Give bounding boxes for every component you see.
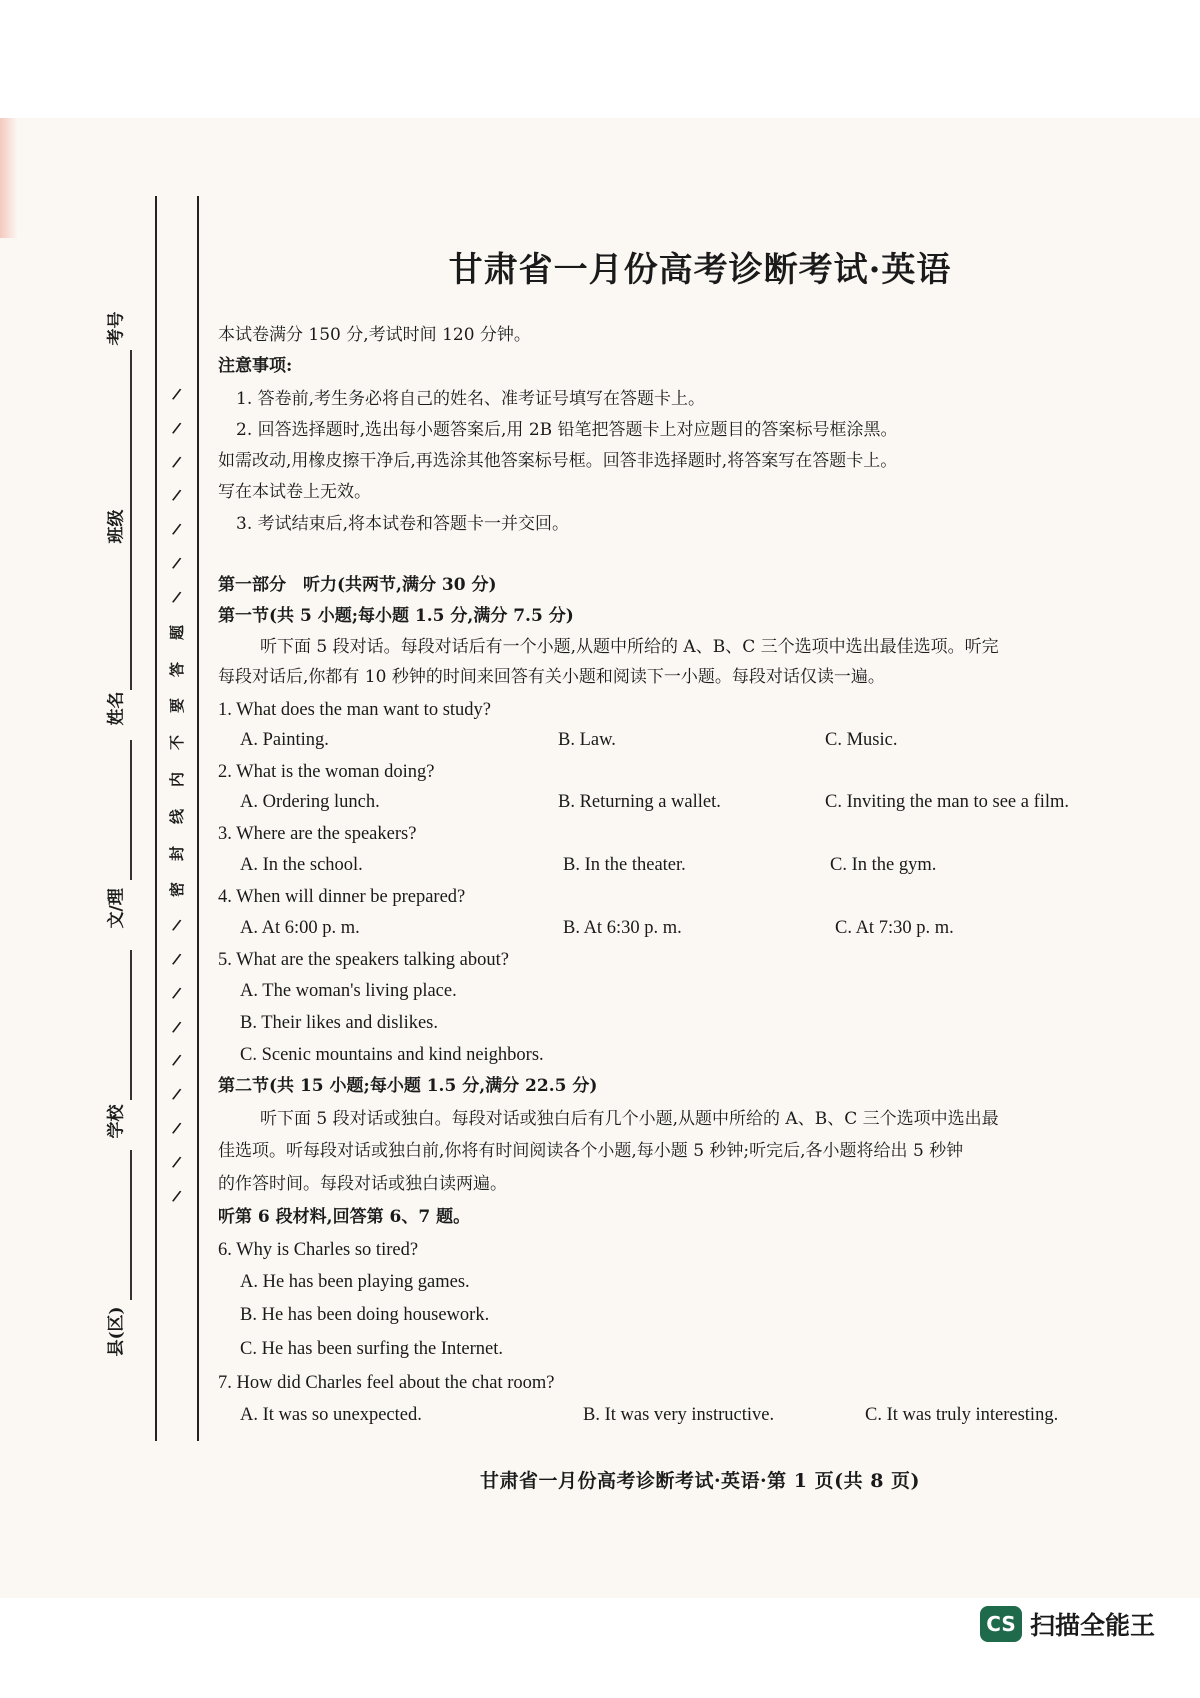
field-exam-number-line [130, 350, 132, 580]
section2-heading: 第二节(共 15 小题;每小题 1.5 分,满分 22.5 分) [218, 1076, 598, 1096]
question-3: 3. Where are the speakers? [218, 824, 417, 844]
notice-item: 3. 考试结束后,将本试卷和答题卡一并交回。 [236, 514, 570, 534]
seal-slash: / [171, 1186, 183, 1206]
seal-char: 封 [168, 845, 187, 861]
q6-option-b: B. He has been doing housework. [240, 1305, 490, 1325]
seal-slash: / [171, 1017, 183, 1037]
field-school-line [130, 1150, 132, 1300]
paper-edge-shadow [0, 118, 18, 238]
q1-option-a: A. Painting. [240, 730, 329, 750]
field-arts-science: 文/理 [106, 888, 127, 929]
question-6: 6. Why is Charles so tired? [218, 1240, 419, 1260]
q5-option-c: C. Scenic mountains and kind neighbors. [240, 1045, 544, 1065]
page-footer: 甘肃省一月份高考诊断考试·英语·第 1 页(共 8 页) [479, 1470, 921, 1492]
section2-instruction: 听下面 5 段对话或独白。每段对话或独白后有几个小题,从题中所给的 A、B、C 三个选项中选出最 [260, 1109, 999, 1129]
seal-slash: / [171, 1051, 183, 1070]
binding-line-outer [155, 196, 157, 1441]
q5-option-a: A. The woman's living place. [240, 981, 457, 1001]
question-4: 4. When will dinner be prepared? [218, 887, 466, 907]
q6-option-c: C. He has been surfing the Internet. [240, 1339, 504, 1359]
seal-slash: / [171, 587, 183, 607]
seal-char: 密 [168, 882, 187, 898]
notice-heading: 注意事项: [218, 356, 293, 376]
scanner-badge-label: 扫描全能王 [1030, 1611, 1156, 1640]
question-2: 2. What is the woman doing? [218, 762, 435, 782]
notice-item: 如需改动,用橡皮擦干净后,再选涂其他答案标号框。回答非选择题时,将答案写在答题卡上。 [218, 451, 898, 471]
q7-option-b: B. It was very instructive. [583, 1405, 775, 1425]
exam-title: 甘肃省一月份高考诊断考试·英语 [448, 250, 952, 290]
seal-slash: / [171, 519, 183, 539]
field-arts-science-line [130, 950, 132, 1100]
section1-instruction: 听下面 5 段对话。每段对话后有一个小题,从题中所给的 A、B、C 三个选项中选出最佳选项。听完 [260, 637, 999, 657]
q2-option-c: C. Inviting the man to see a film. [825, 792, 1070, 812]
field-class: 班级 [106, 509, 127, 544]
seal-slash: / [171, 915, 183, 935]
seal-slash: / [171, 486, 183, 505]
q1-option-c: C. Music. [825, 730, 898, 750]
seal-slash: / [171, 1118, 183, 1138]
q5-option-b: B. Their likes and dislikes. [240, 1013, 438, 1033]
field-county: 县(区) [106, 1306, 127, 1357]
notice-item: 1. 答卷前,考生务必将自己的姓名、准考证号填写在答题卡上。 [236, 389, 706, 409]
q7-option-c: C. It was truly interesting. [865, 1405, 1059, 1425]
q4-option-b: B. At 6:30 p. m. [563, 918, 682, 938]
q3-option-c: C. In the gym. [830, 855, 937, 875]
question-7: 7. How did Charles feel about the chat room? [218, 1373, 555, 1393]
part1-heading: 第一部分 听力(共两节,满分 30 分) [218, 575, 497, 595]
exam-intro: 本试卷满分 150 分,考试时间 120 分钟。 [218, 325, 531, 345]
field-school: 学校 [106, 1104, 127, 1139]
q3-option-a: A. In the school. [240, 855, 363, 875]
seal-char: 题 [168, 624, 187, 640]
section1-instruction: 每段对话后,你都有 10 秒钟的时间来回答有关小题和阅读下一小题。每段对话仅读一遍。 [218, 667, 885, 687]
seal-slash: / [171, 949, 183, 969]
question-5: 5. What are the speakers talking about? [218, 950, 509, 970]
q4-option-c: C. At 7:30 p. m. [835, 918, 954, 938]
section1-heading: 第一节(共 5 小题;每小题 1.5 分,满分 7.5 分) [218, 606, 574, 626]
seal-slash: / [171, 452, 183, 472]
seal-line-warning [162, 385, 192, 1205]
seal-slash: / [171, 1152, 183, 1172]
seal-slash: / [171, 1084, 183, 1104]
section2-instruction: 佳选项。听每段对话或独白前,你将有时间阅读各个小题,每小题 5 秒钟;听完后,各小题将给出 5 秒钟 [218, 1141, 964, 1161]
seal-char: 内 [168, 771, 187, 787]
section2-instruction: 的作答时间。每段对话或独白读两遍。 [218, 1174, 507, 1194]
q1-option-b: B. Law. [558, 730, 616, 750]
notice-item: 2. 回答选择题时,选出每小题答案后,用 2B 铅笔把答题卡上对应题目的答案标号框涂黑。 [236, 420, 898, 440]
field-name: 姓名 [106, 691, 127, 726]
field-class-line [130, 550, 132, 690]
q6-option-a: A. He has been playing games. [240, 1272, 470, 1292]
field-name-line [130, 740, 132, 880]
q2-option-a: A. Ordering lunch. [240, 792, 380, 812]
seal-char: 要 [168, 698, 187, 714]
question-1: 1. What does the man want to study? [218, 700, 491, 720]
camscanner-logo-icon: CS [980, 1606, 1022, 1642]
q3-option-b: B. In the theater. [563, 855, 686, 875]
seal-slash: / [171, 418, 183, 438]
seal-slash: / [171, 384, 183, 404]
q4-option-a: A. At 6:00 p. m. [240, 918, 360, 938]
binding-line-inner [197, 196, 199, 1441]
q7-option-a: A. It was so unexpected. [240, 1405, 422, 1425]
field-exam-number: 考号 [106, 311, 127, 346]
seal-slash: / [171, 983, 183, 1003]
seal-char: 线 [168, 808, 187, 824]
seal-slash: / [171, 553, 183, 573]
q2-option-b: B. Returning a wallet. [558, 792, 721, 812]
seal-char: 答 [168, 661, 187, 677]
material-6-heading: 听第 6 段材料,回答第 6、7 题。 [218, 1207, 471, 1227]
scanner-badge [980, 1603, 1155, 1645]
seal-char: 不 [168, 735, 187, 751]
notice-item: 写在本试卷上无效。 [218, 482, 371, 502]
